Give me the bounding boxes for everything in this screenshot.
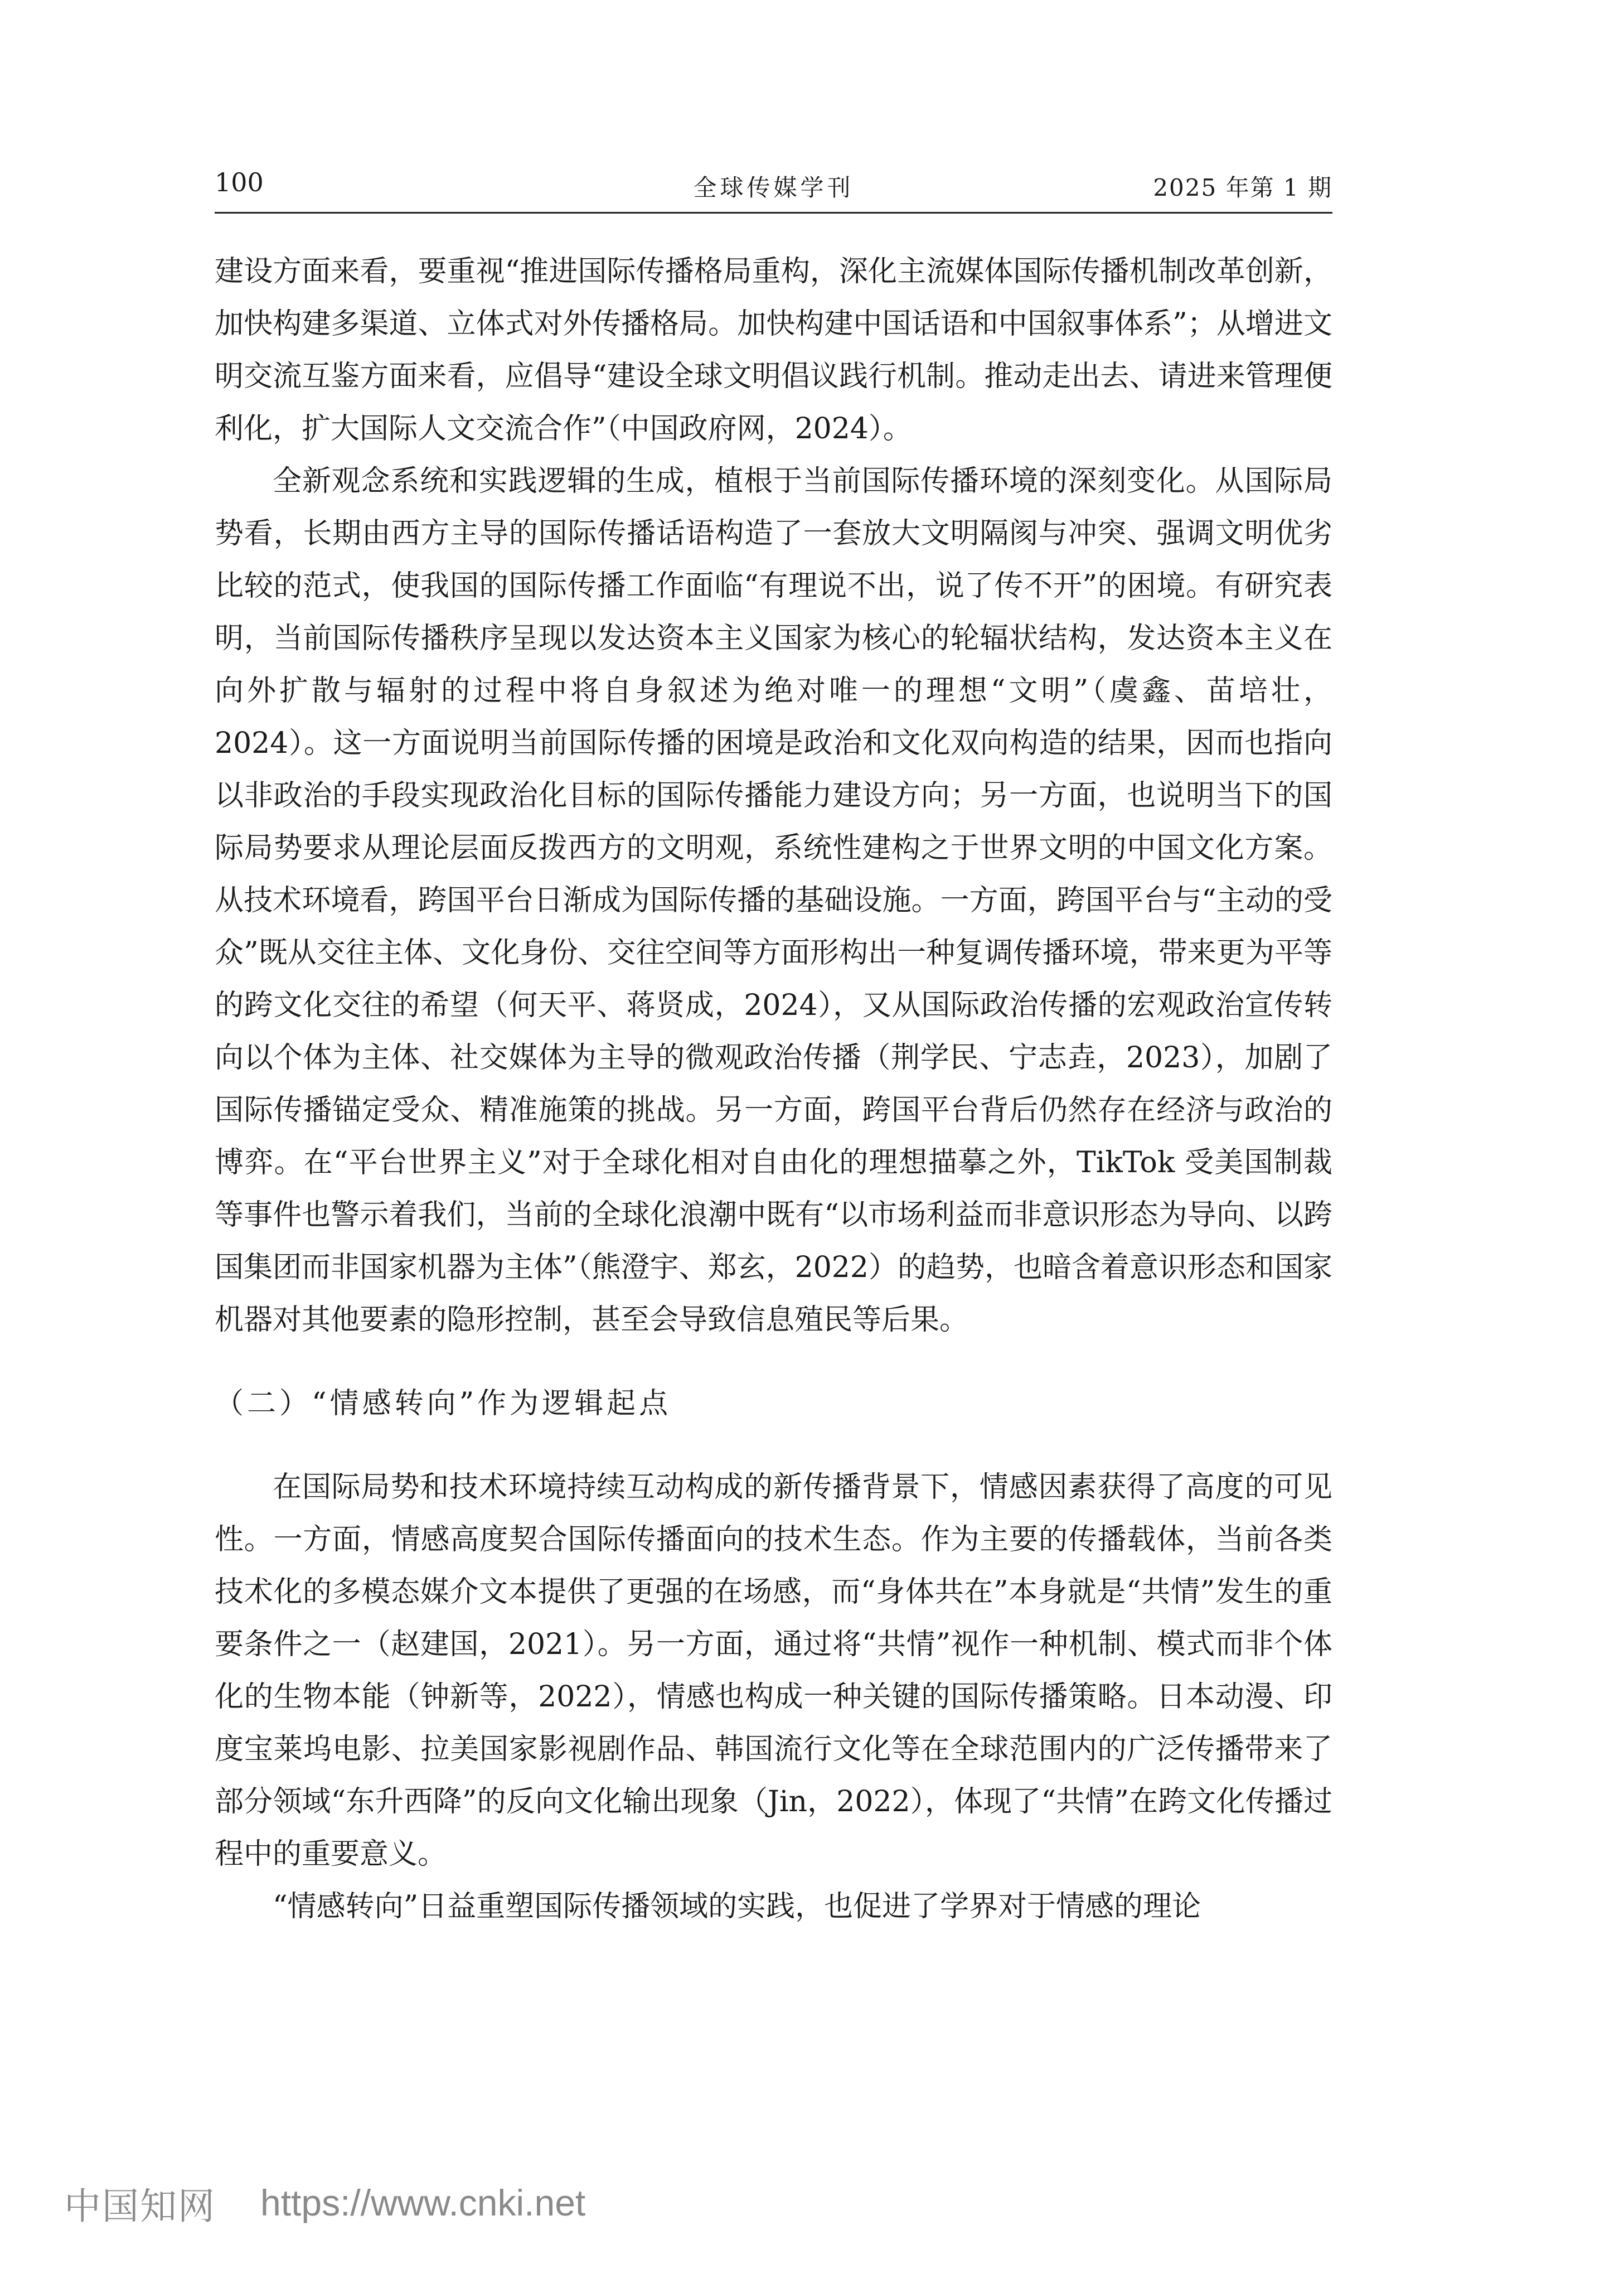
page-header — [215, 167, 1332, 214]
issue-label: 2025 年第 1 期 — [1153, 174, 1332, 201]
paragraph-continued: 建设方面来看，要重视“推进国际传播格局重构，深化主流媒体国际传播机制改革创新，加快构建多渠道、立体式对外传播格局。加快构建中国话语和中国叙事体系”；从增进文明交流互鉴方面来看，应倡导“建设全球文明倡议践行机制。推动走出去、请进来管理便利化，扩大国际人文交流合作”（中国政府网，2024）。 — [215, 255, 1332, 446]
article-body — [215, 245, 1332, 1933]
paragraph-context: 全新观念系统和实践逻辑的生成，植根于当前国际传播环境的深刻变化。从国际局势看，长期由西方主导的国际传播话语构造了一套放大文明隔阂与冲突、强调文明优劣比较的范式，使我国的国际传播工作面临“有理说不出，说了传不开”的困境。有研究表明，当前国际传播秩序呈现以发达资本主义国家为核心的轮辐状结构，发达资本主义在向外扩散与辐射的过程中将自身叙述为绝对唯一的理想“文明”（虞鑫、苗培壮，2024）。这一方面说明当前国际传播的困境是政治和文化双向构造的结果，因而也指向以非政治的手段实现政治化目标的国际传播能力建设方向；另一方面，也说明当下的国际局势要求从理论层面反拨西方的文明观，系统性建构之于世界文明的中国文化方案。从技术环境看，跨国平台日渐成为国际传播的基础设施。一方面，跨国平台与“主动的受众”既从交往主体、文化身份、交往空间等方面形构出一种复调传播环境，带来更为平等的跨文化交往的希望（何天平、蒋贤成，2024），又从国际政治传播的宏观政治宣传转向以个体为主体、社交媒体为主导的微观政治传播（荆学民、宁志垚，2023），加剧了国际传播锚定受众、精准施策的挑战。另一方面，跨国平台背后仍然存在经济与政治的博弈。在“平台世界主义”对于全球化相对自由化的理想描摹之外，TikTok 受美国制裁等事件也警示着我们，当前的全球化浪潮中既有“以市场利益而非意识形态为导向、以跨国集团而非国家机器为主体”（熊澄宇、郑玄，2022）的趋势，也暗含着意识形态和国家机器对其他要素的隐形控制，甚至会导致信息殖民等后果。 — [215, 465, 1332, 1337]
paragraph-emotion: 在国际局势和技术环境持续互动构成的新传播背景下，情感因素获得了高度的可见性。一方面，情感高度契合国际传播面向的技术生态。作为主要的传播载体，当前各类技术化的多模态媒介文本提供了更强的在场感，而“身体共在”本身就是“共情”发生的重要条件之一（赵建国，2021）。另一方面，通过将“共情”视作一种机制、模式而非个体化的生物本能（钟新等，2022），情感也构成一种关键的国际传播策略。日本动漫、印度宝莱坞电影、拉美国家影视剧作品、韩国流行文化等在全球范围内的广泛传播带来了部分领域“东升西降”的反向文化输出现象（Jin，2022），体现了“共情”在跨文化传播过程中的重要意义。 — [215, 1471, 1332, 1871]
watermark-url: https://www.cnki.net — [260, 2182, 586, 2223]
section-heading: （二）“情感转向”作为逻辑起点 — [215, 1387, 672, 1420]
journal-title: 全球传媒学刊 — [693, 174, 854, 201]
page-number: 100 — [215, 167, 264, 197]
watermark-brand: 中国知网 — [64, 2184, 216, 2228]
paragraph-affective-turn: “情感转向”日益重塑国际传播领域的实践，也促进了学界对于情感的理论 — [273, 1890, 1201, 1923]
cnki-watermark — [64, 2178, 585, 2228]
